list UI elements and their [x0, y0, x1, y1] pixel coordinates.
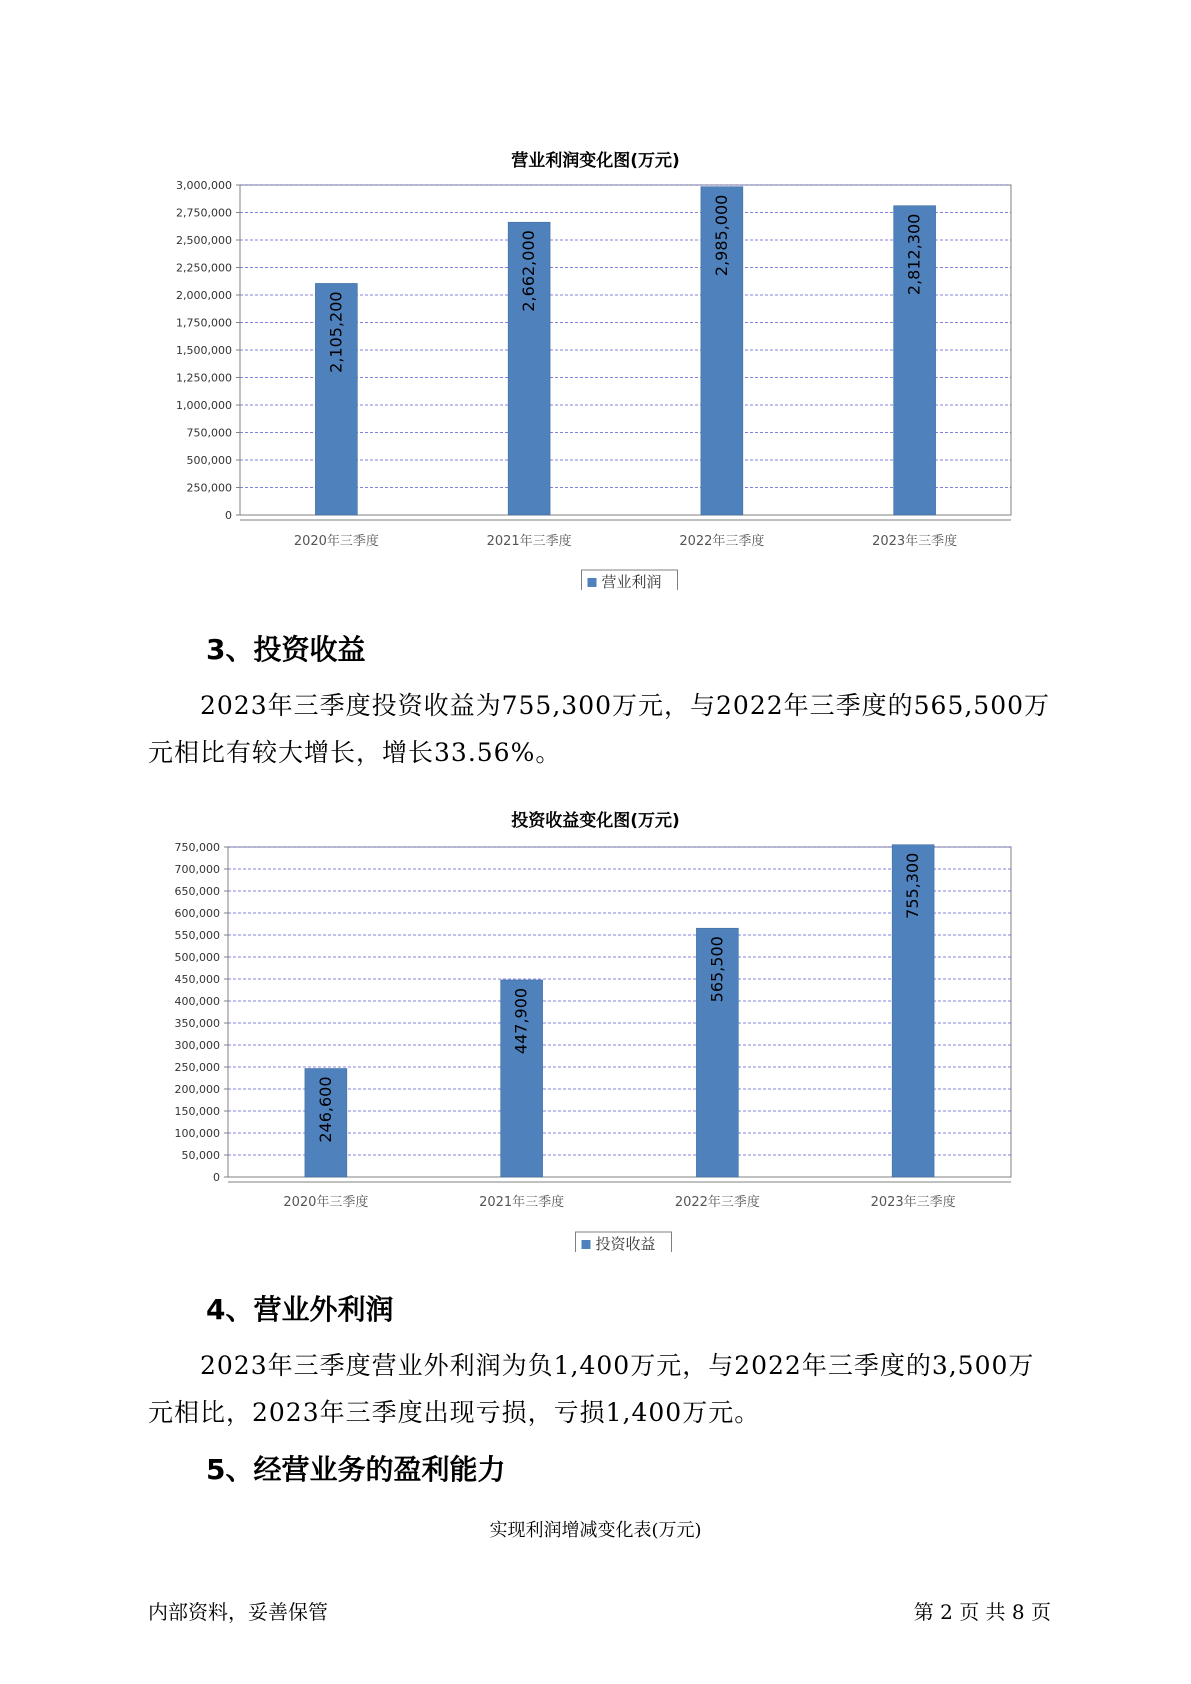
y-tick-label: 250,000: [174, 1061, 220, 1074]
section-3-line-2: 元相比有较大增长，增长33.56%。: [148, 738, 562, 767]
bar-data-label: 2,812,300: [904, 213, 924, 296]
bar-data-label: 565,500: [707, 936, 727, 1003]
section-4-heading: 4、营业外利润: [206, 1293, 394, 1326]
y-tick-label: 2,500,000: [176, 234, 232, 247]
section-4-paragraph: [148, 1342, 1053, 1436]
section-3-line-1: 2023年三季度投资收益为755,300万元，与2022年三季度的565,500万: [200, 691, 1051, 720]
y-tick-label: 250,000: [186, 481, 232, 495]
y-tick-label: 550,000: [174, 929, 220, 942]
section-4-line-1: 2023年三季度营业外利润为负1,400万元，与2022年三季度的3,500万: [200, 1351, 1035, 1380]
y-tick-label: 50,000: [181, 1149, 220, 1162]
y-tick-label: 150,000: [174, 1105, 220, 1118]
legend-label: 投资收益: [595, 1235, 656, 1252]
y-tick-label: 750,000: [174, 841, 220, 854]
y-tick-label: 700,000: [174, 863, 220, 876]
operating-profit-chart-title: 营业利润变化图(万元): [511, 151, 680, 171]
x-category-label: 2023年三季度: [870, 1195, 956, 1210]
section-4-line-2: 元相比，2023年三季度出现亏损，亏损1,400万元。: [148, 1398, 761, 1427]
legend-label: 营业利润: [601, 573, 662, 590]
y-tick-label: 350,000: [174, 1017, 220, 1030]
section-3-paragraph: [148, 682, 1053, 776]
legend-swatch: [582, 1240, 591, 1249]
y-tick-label: 2,000,000: [176, 289, 232, 302]
x-category-label: 2021年三季度: [479, 1195, 565, 1210]
bar-data-label: 2,662,000: [519, 230, 539, 312]
y-tick-label: 1,000,000: [176, 399, 232, 412]
y-tick-label: 750,000: [186, 426, 232, 440]
y-tick-label: 0: [213, 1171, 220, 1184]
y-tick-label: 500,000: [174, 951, 220, 964]
footer-page-number: 第 2 页 共 8 页: [913, 1600, 1051, 1624]
y-tick-label: 200,000: [174, 1083, 220, 1096]
x-category-label: 2022年三季度: [674, 1195, 760, 1210]
operating-profit-chart: [0, 170, 1191, 590]
bar-data-label: 755,300: [903, 852, 923, 919]
investment-income-chart-title: 投资收益变化图(万元): [511, 811, 680, 831]
y-tick-label: 500,000: [186, 454, 232, 467]
y-tick-label: 2,750,000: [176, 206, 232, 220]
bar-data-label: 246,600: [315, 1076, 335, 1143]
x-category-label: 2020年三季度: [283, 1195, 369, 1210]
x-category-label: 2022年三季度: [679, 534, 765, 549]
x-category-label: 2023年三季度: [872, 534, 958, 549]
y-tick-label: 450,000: [174, 973, 220, 986]
y-tick-label: 650,000: [174, 885, 220, 898]
bar-data-label: 2,105,200: [326, 291, 346, 373]
section-3-heading: 3、投资收益: [206, 633, 366, 666]
y-tick-label: 100,000: [174, 1127, 220, 1140]
x-category-label: 2021年三季度: [486, 534, 572, 549]
y-tick-label: 1,750,000: [176, 316, 232, 330]
y-tick-label: 2,250,000: [176, 261, 232, 275]
legend-swatch: [588, 578, 597, 587]
section-5-heading: 5、经营业务的盈利能力: [206, 1453, 506, 1486]
bar-data-label: 447,900: [511, 987, 531, 1055]
x-category-label: 2020年三季度: [293, 534, 379, 549]
footer-left: 内部资料，妥善保管: [148, 1600, 328, 1624]
y-tick-label: 1,500,000: [176, 344, 232, 357]
y-tick-label: 600,000: [174, 907, 220, 920]
table-caption: 实现利润增减变化表(万元): [489, 1520, 702, 1541]
y-tick-label: 400,000: [174, 995, 220, 1008]
y-tick-label: 0: [225, 509, 232, 522]
y-tick-label: 1,250,000: [176, 371, 232, 385]
y-tick-label: 3,000,000: [176, 179, 232, 192]
investment-income-chart: [0, 832, 1191, 1252]
bar-data-label: 2,985,000: [711, 194, 731, 277]
y-tick-label: 300,000: [174, 1039, 220, 1052]
